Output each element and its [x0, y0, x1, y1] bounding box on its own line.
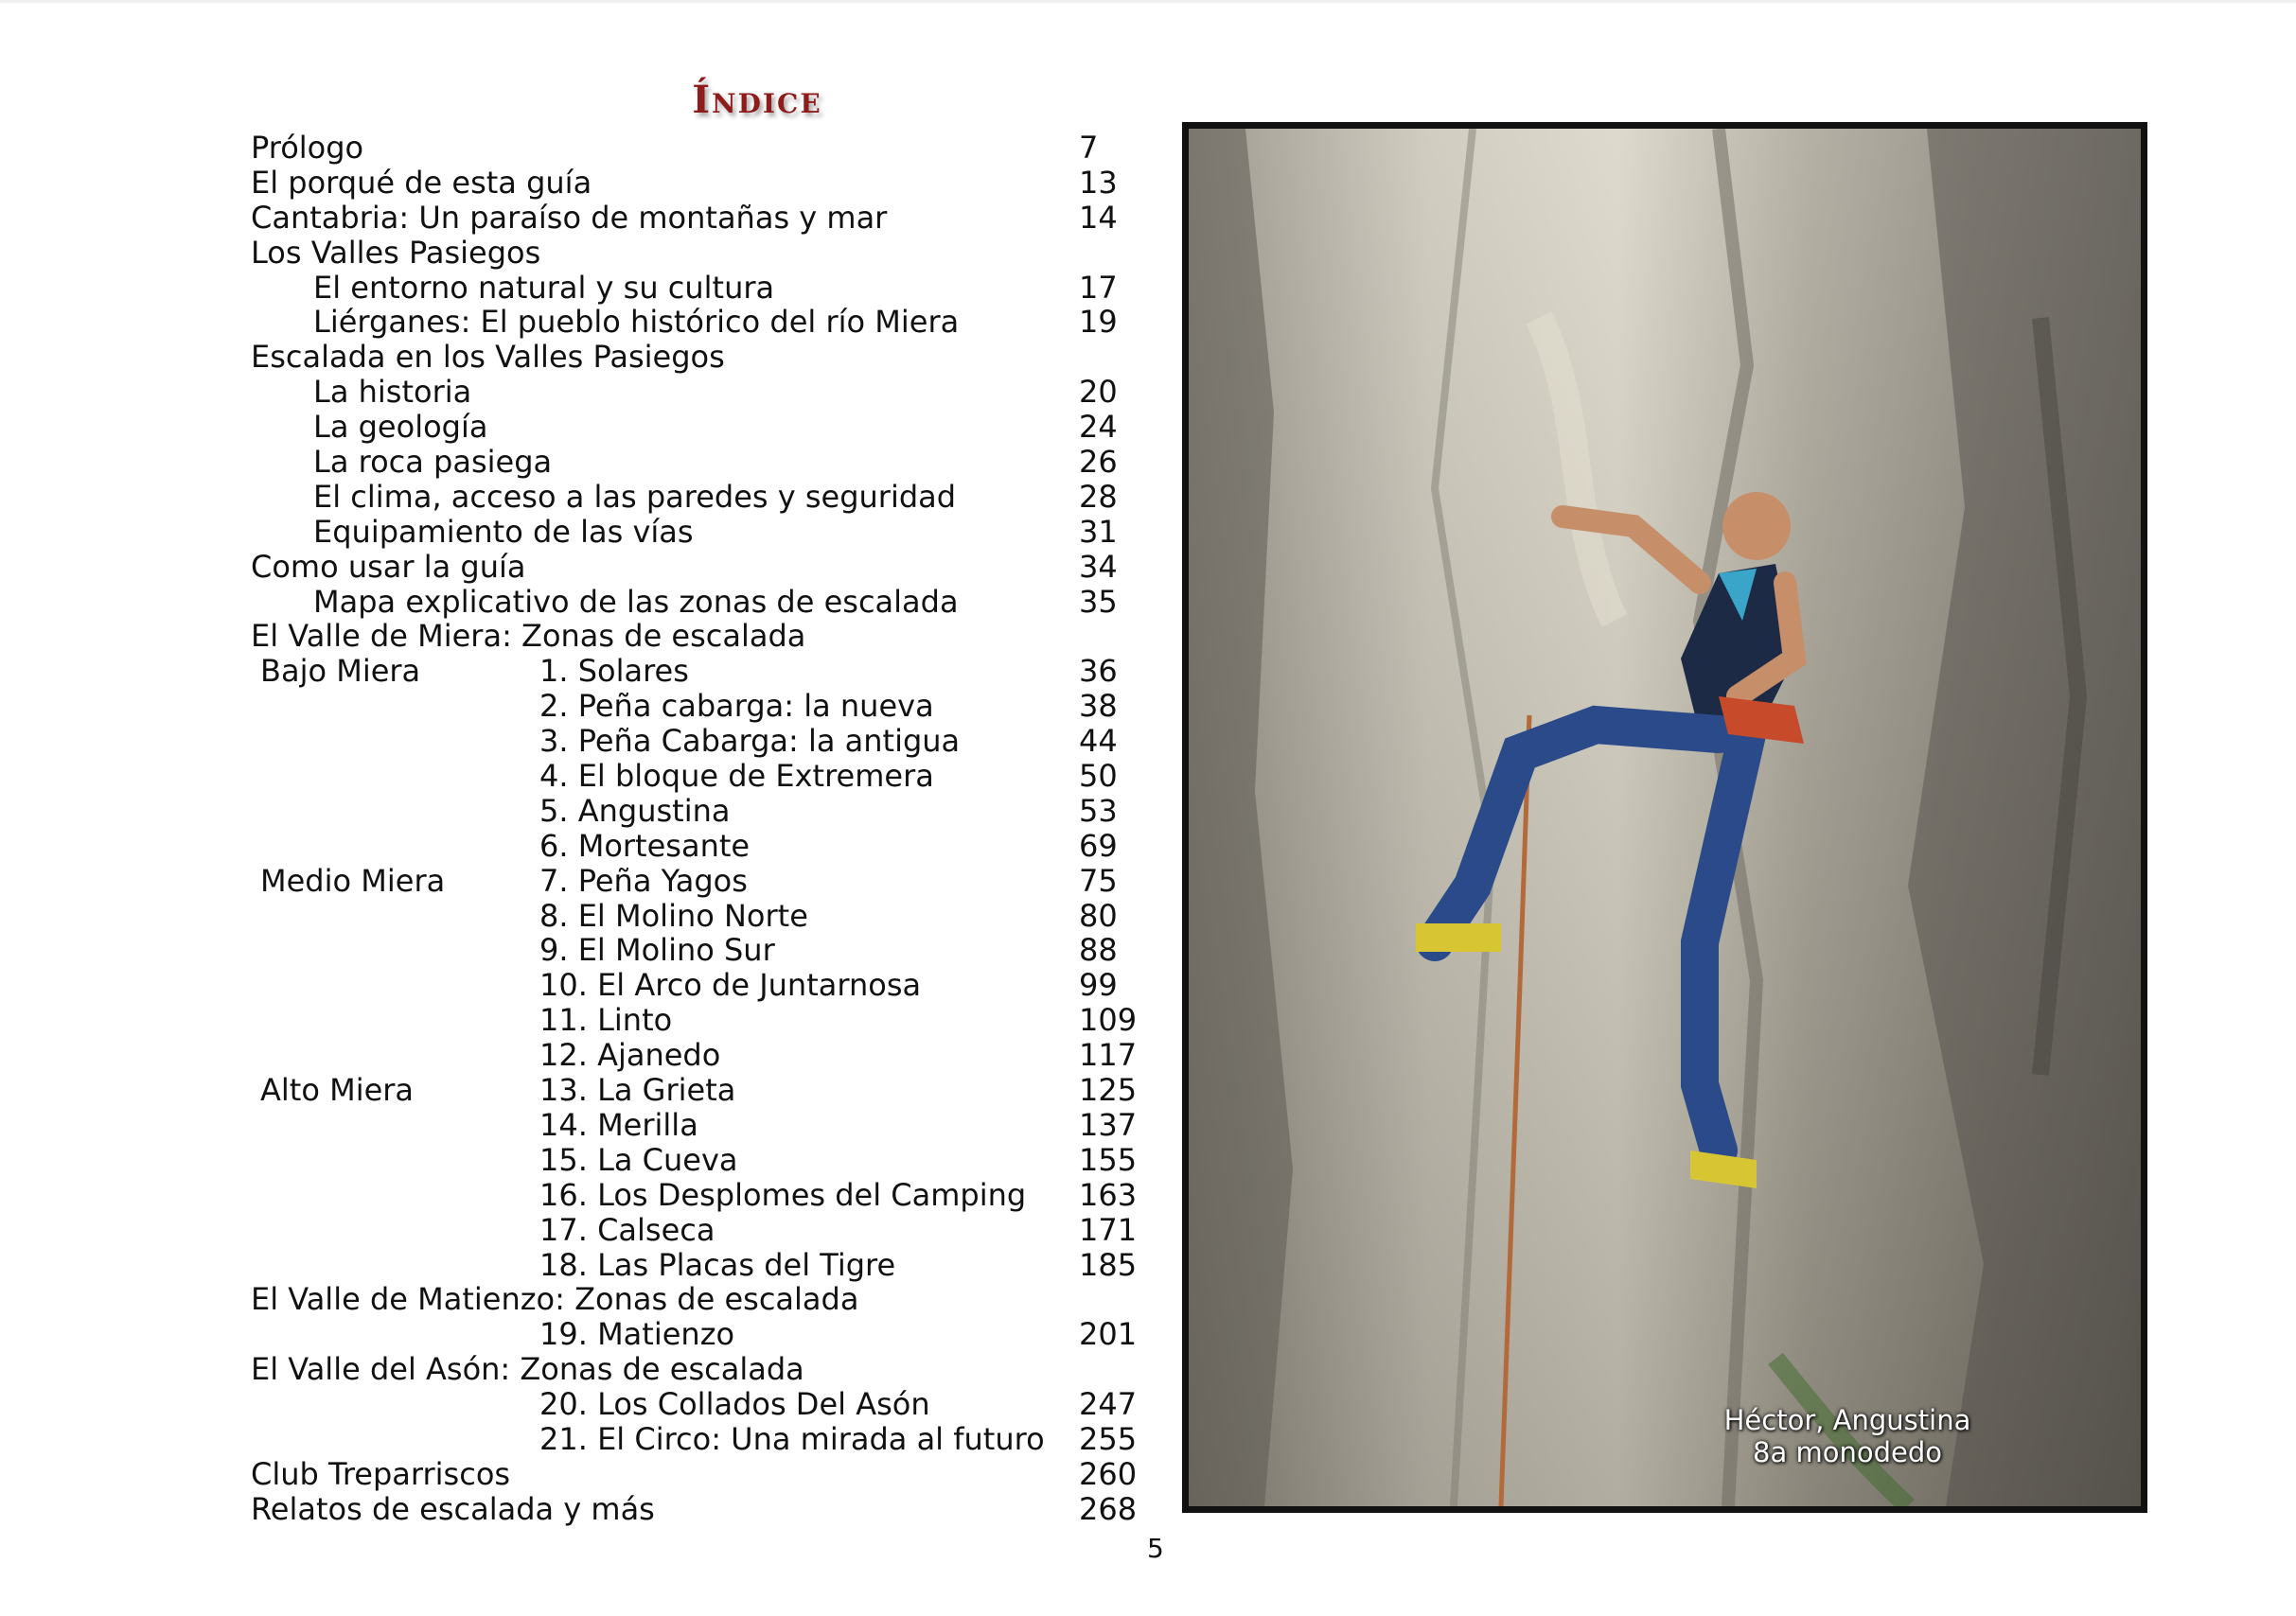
toc-entry-title: Mapa explicativo de las zonas de escalada	[313, 583, 959, 620]
toc-entry	[0, 166, 1164, 201]
toc-entry	[0, 1248, 1164, 1283]
toc-entry	[0, 864, 1164, 899]
toc-entry-page: 53	[1079, 792, 1118, 829]
toc-entry	[0, 340, 1164, 375]
top-rule	[0, 0, 2296, 3]
toc-entry-title: 16. Los Desplomes del Camping	[539, 1176, 1027, 1213]
toc-entry	[0, 1352, 1164, 1387]
toc-entry	[0, 375, 1164, 410]
toc-entry	[0, 933, 1164, 968]
toc-entry	[0, 236, 1164, 271]
toc-entry-title: La roca pasiega	[313, 444, 553, 481]
toc-entry-title: Los Valles Pasiegos	[251, 234, 541, 271]
toc-entry-page: 99	[1079, 967, 1118, 1004]
page-number: 5	[1147, 1533, 1164, 1564]
toc-entry-title: El entorno natural y su cultura	[313, 269, 775, 306]
toc-entry	[0, 654, 1164, 689]
toc-entry-title: Escalada en los Valles Pasiegos	[251, 339, 725, 376]
toc-entry-title: El Valle del Asón: Zonas de escalada	[251, 1351, 804, 1388]
toc-entry-page: 7	[1079, 130, 1099, 166]
toc-entry-page: 247	[1079, 1386, 1138, 1423]
toc-entry	[0, 1317, 1164, 1352]
toc-entry	[0, 1457, 1164, 1492]
toc-entry-title: 13. La Grieta	[539, 1072, 736, 1109]
toc-entry-title: 14. Merilla	[539, 1106, 698, 1143]
toc-entry	[0, 724, 1164, 759]
toc-entry	[0, 201, 1164, 236]
toc-entry-page: 17	[1079, 269, 1118, 306]
climbing-photo-illustration	[1189, 129, 2141, 1506]
toc-entry	[0, 1143, 1164, 1178]
toc-entry-page: 50	[1079, 758, 1118, 795]
toc-entry-page: 14	[1079, 199, 1118, 236]
toc-entry-title: 9. El Molino Sur	[539, 932, 775, 969]
toc-entry	[0, 131, 1164, 166]
toc-entry-title: El Valle de Matienzo: Zonas de escalada	[251, 1281, 859, 1318]
toc-entry	[0, 1073, 1164, 1108]
toc-entry	[0, 305, 1164, 340]
toc-entry-page: 69	[1079, 827, 1118, 864]
toc-entry-page: 19	[1079, 304, 1118, 341]
toc-entry-title: 17. Calseca	[539, 1211, 715, 1248]
index-title: Índice	[692, 78, 822, 122]
toc-entry-page: 163	[1079, 1176, 1138, 1213]
toc-entry-title: 12. Ajanedo	[539, 1037, 721, 1074]
toc-entry	[0, 794, 1164, 829]
toc-entry-title: 11. Linto	[539, 1002, 673, 1039]
toc-entry-page: 35	[1079, 583, 1118, 620]
toc-entry-title: 21. El Circo: Una mirada al futuro	[539, 1420, 1045, 1457]
toc-entry	[0, 585, 1164, 620]
toc-group-label: Alto Miera	[260, 1072, 415, 1109]
photo-caption	[1705, 1404, 1989, 1468]
toc-group-label: Bajo Miera	[260, 653, 421, 690]
toc-entry-title: 10. El Arco de Juntarnosa	[539, 967, 922, 1004]
toc-entry-page: 75	[1079, 862, 1118, 899]
toc-entry-title: La geología	[313, 409, 488, 446]
toc-entry-page: 88	[1079, 932, 1118, 969]
toc-entry	[0, 619, 1164, 654]
toc-entry	[0, 445, 1164, 480]
toc-entry-title: 8. El Molino Norte	[539, 897, 808, 934]
toc-entry-title: La historia	[313, 374, 472, 411]
toc-entry-title: Como usar la guía	[251, 548, 526, 585]
toc-entry	[0, 271, 1164, 306]
toc-entry-page: 36	[1079, 653, 1118, 690]
toc-entry-page: 28	[1079, 478, 1118, 515]
toc-entry-page: 13	[1079, 164, 1118, 201]
toc-entry-page: 24	[1079, 409, 1118, 446]
toc-entry-title: 6. Mortesante	[539, 827, 751, 864]
toc-entry-title: Liérganes: El pueblo histórico del río Miera	[313, 304, 960, 341]
toc-entry-title: 1. Solares	[539, 653, 689, 690]
toc-entry	[0, 515, 1164, 550]
toc-entry-title: El porqué de esta guía	[251, 164, 592, 201]
toc-entry-page: 26	[1079, 444, 1118, 481]
toc-entry-title: El clima, acceso a las paredes y seguridad	[313, 478, 957, 515]
toc-entry-page: 171	[1079, 1211, 1138, 1248]
toc-entry	[0, 1108, 1164, 1143]
toc-entry-page: 201	[1079, 1316, 1138, 1353]
toc-entry	[0, 1003, 1164, 1038]
toc-entry	[0, 1492, 1164, 1527]
toc-entry	[0, 550, 1164, 585]
toc-entry-page: 268	[1079, 1490, 1138, 1527]
toc-entry-page: 255	[1079, 1420, 1138, 1457]
toc-entry-page: 20	[1079, 374, 1118, 411]
toc-entry-title: Club Treparriscos	[251, 1455, 511, 1492]
toc-entry-page: 137	[1079, 1106, 1138, 1143]
toc-entry	[0, 759, 1164, 794]
toc-entry-page: 31	[1079, 513, 1118, 550]
toc-entry-title: 18. Las Placas del Tigre	[539, 1246, 896, 1283]
toc-entry-title: 19. Matienzo	[539, 1316, 735, 1353]
toc-entry-title: 3. Peña Cabarga: la antigua	[539, 723, 961, 760]
toc-entry	[0, 1422, 1164, 1457]
toc-entry	[0, 899, 1164, 934]
toc-entry-page: 117	[1079, 1037, 1138, 1074]
toc-entry-page: 34	[1079, 548, 1118, 585]
toc-entry-title: Relatos de escalada y más	[251, 1490, 655, 1527]
toc-entry-page: 125	[1079, 1072, 1138, 1109]
toc-entry-page: 260	[1079, 1455, 1138, 1492]
table-of-contents	[0, 131, 1164, 1527]
toc-entry-title: El Valle de Miera: Zonas de escalada	[251, 618, 806, 655]
toc-entry-page: 44	[1079, 723, 1118, 760]
caption-line-1: Héctor, Angustina	[1723, 1404, 1971, 1436]
toc-entry	[0, 410, 1164, 445]
toc-entry-title: Cantabria: Un paraíso de montañas y mar	[251, 199, 888, 236]
toc-entry	[0, 1178, 1164, 1213]
toc-entry	[0, 1282, 1164, 1317]
toc-entry-page: 80	[1079, 897, 1118, 934]
toc-entry-title: 20. Los Collados Del Asón	[539, 1386, 930, 1423]
toc-entry-title: 7. Peña Yagos	[539, 862, 748, 899]
toc-entry	[0, 1213, 1164, 1248]
toc-entry-page: 155	[1079, 1141, 1138, 1178]
toc-entry-title: 2. Peña cabarga: la nueva	[539, 688, 934, 725]
toc-group-label: Medio Miera	[260, 862, 446, 899]
toc-entry	[0, 968, 1164, 1003]
toc-entry-page: 109	[1079, 1002, 1138, 1039]
toc-entry	[0, 1387, 1164, 1422]
toc-entry-title: Equipamiento de las vías	[313, 513, 694, 550]
climber-photo	[1182, 122, 2147, 1513]
toc-entry-page: 38	[1079, 688, 1118, 725]
toc-entry	[0, 1038, 1164, 1073]
caption-line-2: 8a monodedo	[1753, 1436, 1942, 1468]
toc-entry-title: Prólogo	[251, 130, 364, 166]
toc-entry-title: 5. Angustina	[539, 792, 731, 829]
toc-entry	[0, 829, 1164, 864]
toc-entry	[0, 689, 1164, 724]
toc-entry-title: 15. La Cueva	[539, 1141, 738, 1178]
toc-entry	[0, 480, 1164, 515]
toc-entry-title: 4. El bloque de Extremera	[539, 758, 934, 795]
toc-entry-page: 185	[1079, 1246, 1138, 1283]
